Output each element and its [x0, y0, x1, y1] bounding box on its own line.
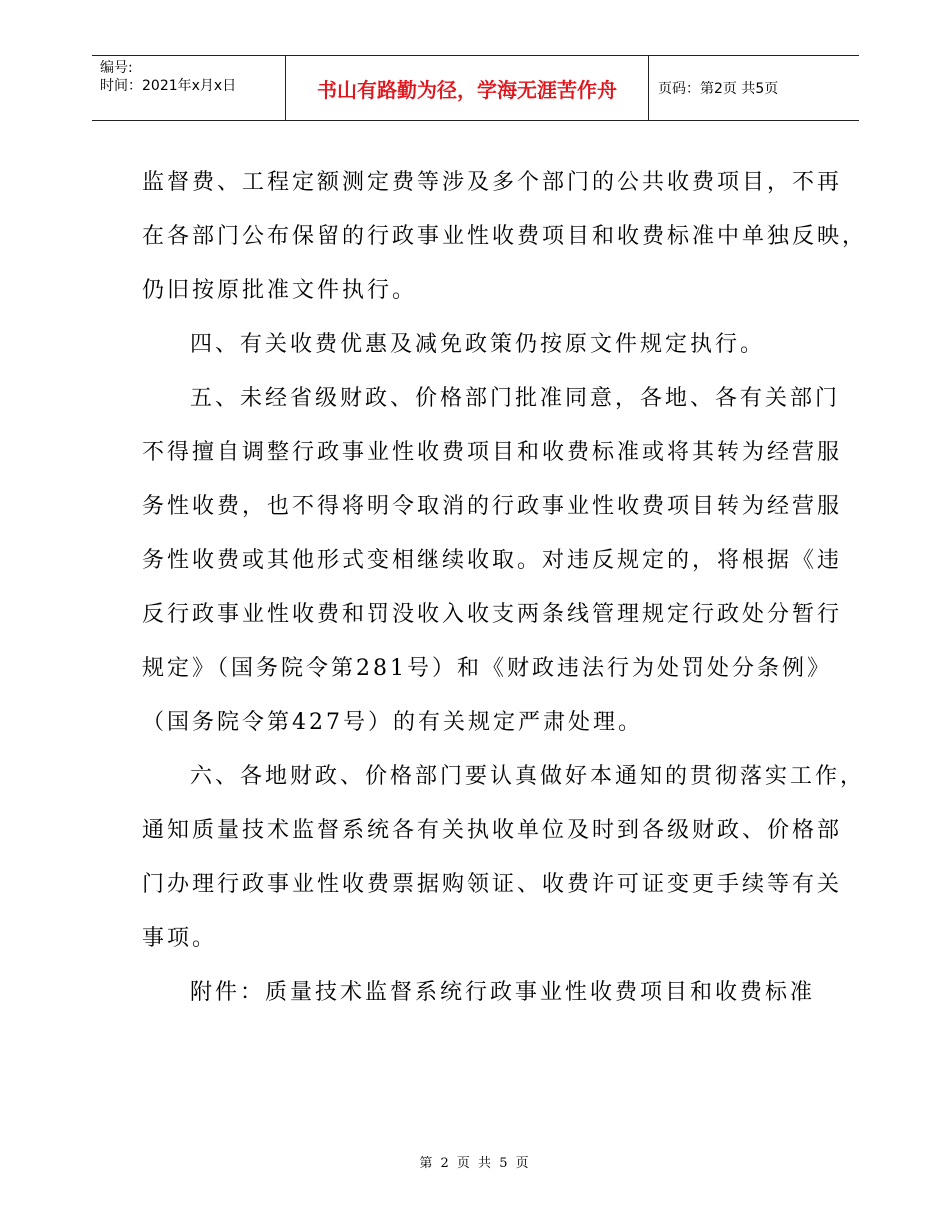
body-line: 仍旧按原批准文件执行。 [142, 278, 418, 303]
body-line: 五、未经省级财政、价格部门批准同意，各地、各有关部门 [190, 386, 841, 411]
body-line: 反行政事业性收费和罚没收入收支两条线管理规定行政处分暂行 [142, 602, 843, 627]
header-divider [648, 56, 649, 120]
page-header [92, 55, 859, 121]
body-line: 务性收费或其他形式变相继续收取。对违反规定的，将根据《违 [142, 548, 843, 573]
document-number-label: 编号: [100, 60, 133, 76]
body-line: 务性收费，也不得将明令取消的行政事业性收费项目转为经营服 [142, 494, 843, 519]
attachment-line: 附件：质量技术监督系统行政事业性收费项目和收费标准 [190, 980, 816, 1005]
header-meta [100, 59, 236, 95]
body-line: 六、各地财政、价格部门要认真做好本通知的贯彻落实工作， [190, 764, 866, 789]
body-line: 通知质量技术监督系统各有关执收单位及时到各级财政、价格部 [142, 818, 843, 843]
body-line: 门办理行政事业性收费票据购领证、收费许可证变更手续等有关 [142, 872, 843, 897]
body-line: 监督费、工程定额测定费等涉及多个部门的公共收费项目，不再 [142, 170, 843, 195]
document-time-label: 时间：2021年x月x日 [100, 78, 237, 94]
body-line: 在各部门公布保留的行政事业性收费项目和收费标准中单独反映， [142, 224, 868, 249]
page-footer: 第 2 页 共 5 页 [419, 1156, 531, 1171]
header-page-number: 页码：第2页 共5页 [658, 81, 779, 97]
body-line: 规定》（国务院令第281号）和《财政违法行为处罚处分条例》 [142, 656, 832, 681]
header-motto: 书山有路勤为径，学海无涯苦作舟 [317, 77, 617, 102]
body-line: 事项。 [142, 926, 218, 951]
body-line: （国务院令第427号）的有关规定严肃处理。 [142, 710, 643, 735]
body-line: 四、有关收费优惠及减免政策仍按原文件规定执行。 [190, 332, 766, 357]
document-body [142, 156, 868, 1020]
body-line: 不得擅自调整行政事业性收费项目和收费标准或将其转为经营服 [142, 440, 843, 465]
